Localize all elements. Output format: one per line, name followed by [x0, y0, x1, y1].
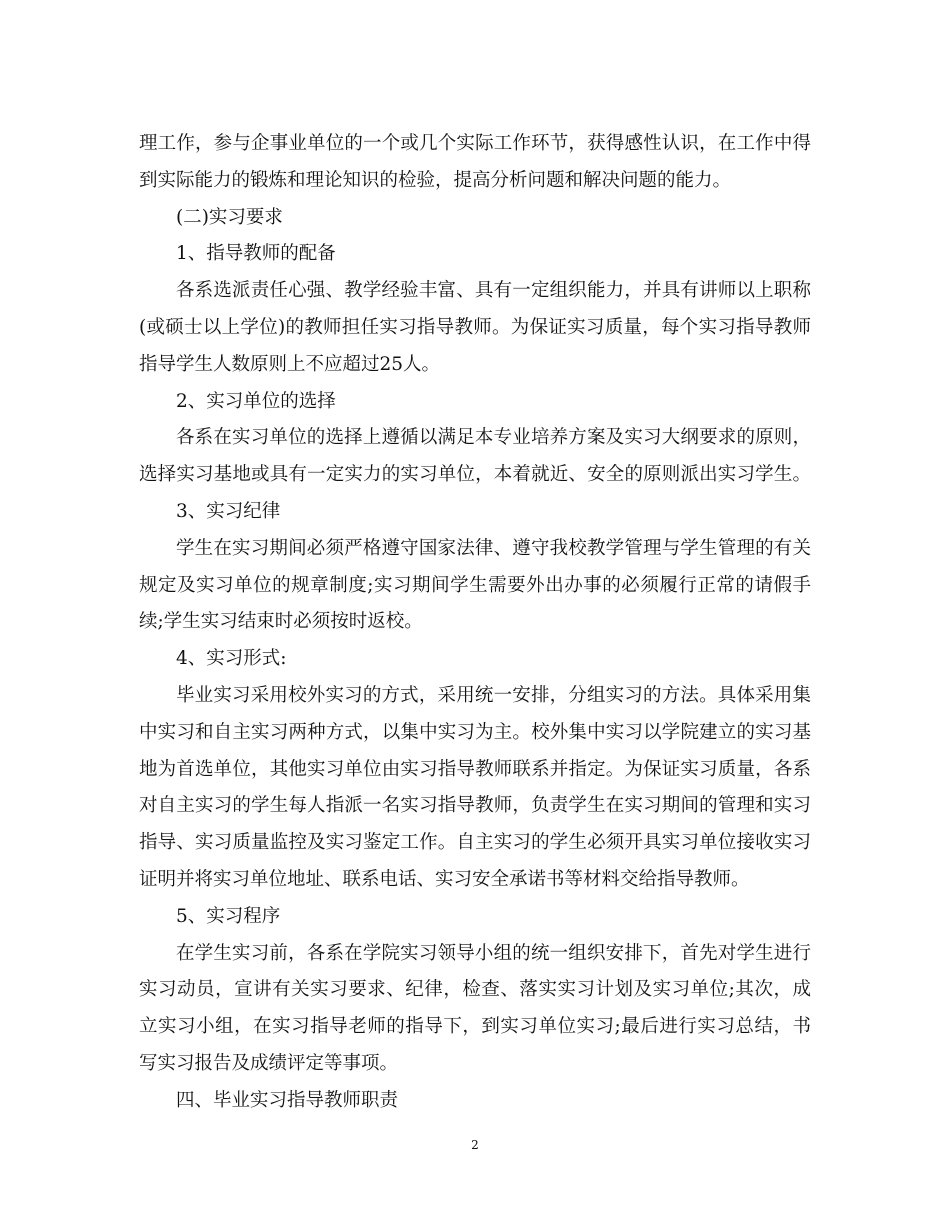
text-line: 实习动员，宣讲有关实习要求、纪律，检查、落实实习计划及实习单位;其次，成	[139, 979, 811, 1001]
text-line: 各系选派责任心强、教学经验丰富、具有一定组织能力，并具有讲师以上职称	[176, 280, 811, 302]
text-line: 规定及实习单位的规章制度;实习期间学生需要外出办事的必须履行正常的请假手	[139, 574, 811, 596]
text-line: 5、实习程序	[176, 905, 281, 927]
text-line: 各系在实习单位的选择上遵循以满足本专业培养方案及实习大纲要求的原则，	[176, 427, 811, 449]
text-line: 中实习和自主实习两种方式，以集中实习为主。校外集中实习以学院建立的实习基	[139, 721, 811, 743]
text-line: 3、实习纪律	[176, 500, 281, 522]
text-line: 毕业实习采用校外实习的方式，采用统一安排，分组实习的方法。具体采用集	[176, 684, 811, 706]
text-line: 1、指导教师的配备	[176, 243, 336, 265]
text-line: 4、实习形式:	[176, 648, 287, 670]
text-line: 选择实习基地或具有一定实力的实习单位，本着就近、安全的原则派出实习学生。	[139, 464, 811, 486]
text-line: (或硕士以上学位)的教师担任实习指导教师。为保证实习质量，每个实习指导教师	[139, 316, 811, 338]
text-line: 立实习小组，在实习指导老师的指导下，到实习单位实习;最后进行实习总结，书	[139, 1016, 811, 1038]
page-number: 2	[471, 1138, 479, 1152]
text-line: 理工作，参与企事业单位的一个或几个实际工作环节，获得感性认识，在工作中得	[139, 133, 811, 154]
text-line: 到实际能力的锻炼和理论知识的检验，提高分析问题和解决问题的能力。	[139, 169, 732, 191]
text-line: 在学生实习前，各系在学院实习领导小组的统一组织安排下，首先对学生进行	[176, 942, 811, 964]
text-line: 指导学生人数原则上不应超过25人。	[139, 353, 441, 375]
text-line: 四、毕业实习指导教师职责	[176, 1089, 399, 1111]
text-line: 学生在实习期间必须严格遵守国家法律、遵守我校教学管理与学生管理的有关	[176, 537, 811, 559]
text-line: (二)实习要求	[176, 206, 283, 228]
text-line: 写实习报告及成绩评定等事项。	[139, 1052, 399, 1074]
document-body	[139, 126, 811, 1120]
text-line: 续;学生实习结束时必须按时返校。	[139, 611, 423, 633]
text-line: 对自主实习的学生每人指派一名实习指导教师，负责学生在实习期间的管理和实习	[139, 795, 811, 817]
text-line: 地为首选单位，其他实习单位由实习指导教师联系并指定。为保证实习质量，各系	[139, 758, 811, 780]
text-line: 指导、实习质量监控及实习鉴定工作。自主实习的学生必须开具实习单位接收实习	[139, 832, 811, 854]
text-line: 2、实习单位的选择	[176, 390, 336, 412]
text-line: 证明并将实习单位地址、联系电话、实习安全承诺书等材料交给指导教师。	[139, 868, 750, 890]
